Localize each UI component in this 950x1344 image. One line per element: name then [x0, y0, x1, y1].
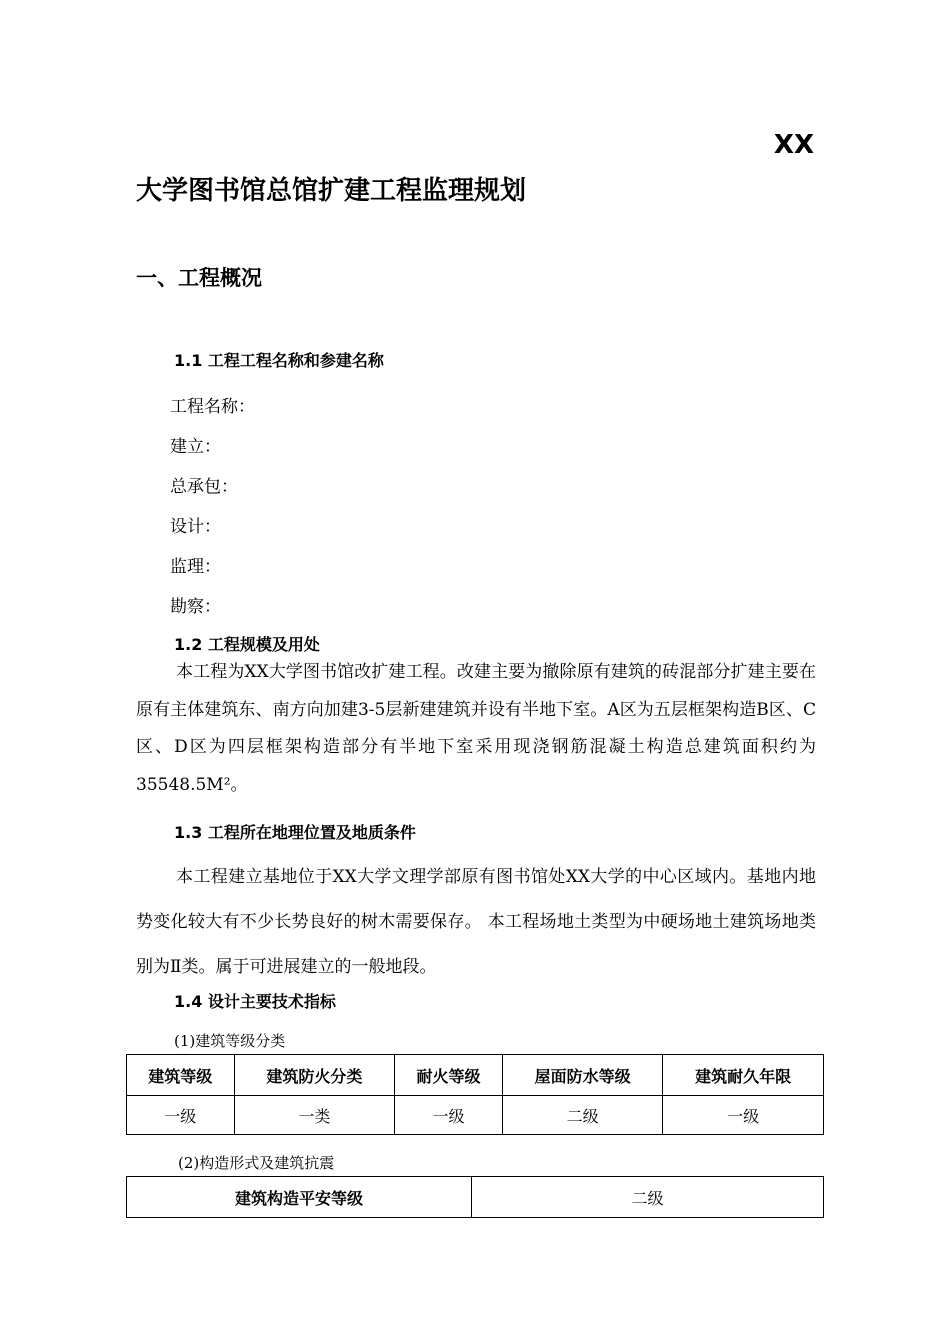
field-general-contractor: 总承包：	[170, 477, 238, 497]
subsection-heading-1-1: 1.1 工程工程名称和参建名称	[174, 351, 384, 370]
table-cell: 一级	[663, 1096, 824, 1135]
table-label-cell: 建筑构造平安等级	[127, 1177, 472, 1218]
paragraph-location-geology: 本工程建立基地位于XX大学文理学部原有图书馆处XX大学的中心区域内。基地内地势变化较大有不少长势良好的树木需要保存。 本工程场地土类型为中硬场地土建筑场地类别为Ⅱ类。属于可进展建立的一般地段。	[136, 867, 816, 977]
subsection-heading-1-2: 1.2 工程规模及用处	[174, 635, 320, 654]
table-cell: 一级	[395, 1096, 503, 1135]
title-prefix: XX	[773, 130, 814, 160]
building-grade-table	[126, 1054, 824, 1135]
field-project-name: 工程名称：	[170, 397, 255, 417]
table-cell: 一类	[234, 1096, 395, 1135]
table-header-cell: 建筑耐久年限	[663, 1055, 824, 1096]
paragraph-scale-use: 本工程为XX大学图书馆改扩建工程。改建主要为撤除原有建筑的砖混部分扩建主要在原有主体建筑东、南方向加建3-5层新建建筑并设有半地下室。A区为五层框架构造B区、C区、D区为四层框架构造部分有半地下室采用现浇钢筋混凝土构造总建筑面积约为35548.5M²。	[136, 662, 816, 795]
structure-safety-table	[126, 1176, 824, 1218]
table-header-row	[127, 1055, 824, 1096]
section-heading: 一、工程概况	[136, 266, 262, 290]
document-title: 大学图书馆总馆扩建工程监理规划	[136, 176, 527, 206]
table-cell: 二级	[502, 1096, 663, 1135]
table-value-cell: 二级	[472, 1177, 824, 1218]
table-cell: 一级	[127, 1096, 235, 1135]
table-header-cell: 建筑等级	[127, 1055, 235, 1096]
field-construction: 建立：	[170, 437, 221, 457]
table-header-cell: 建筑防火分类	[234, 1055, 395, 1096]
table-header-cell: 屋面防水等级	[502, 1055, 663, 1096]
table-caption-2: (2)构造形式及建筑抗震	[178, 1154, 335, 1172]
table-row	[127, 1096, 824, 1135]
table-header-cell: 耐火等级	[395, 1055, 503, 1096]
table-caption-1: (1)建筑等级分类	[174, 1032, 286, 1050]
table-row	[127, 1177, 824, 1218]
field-design: 设计：	[170, 517, 221, 537]
subsection-heading-1-4: 1.4 设计主要技术指标	[174, 992, 336, 1011]
subsection-heading-1-3: 1.3 工程所在地理位置及地质条件	[174, 823, 416, 842]
field-supervision: 监理：	[170, 557, 221, 577]
field-survey: 勘察：	[170, 597, 221, 617]
